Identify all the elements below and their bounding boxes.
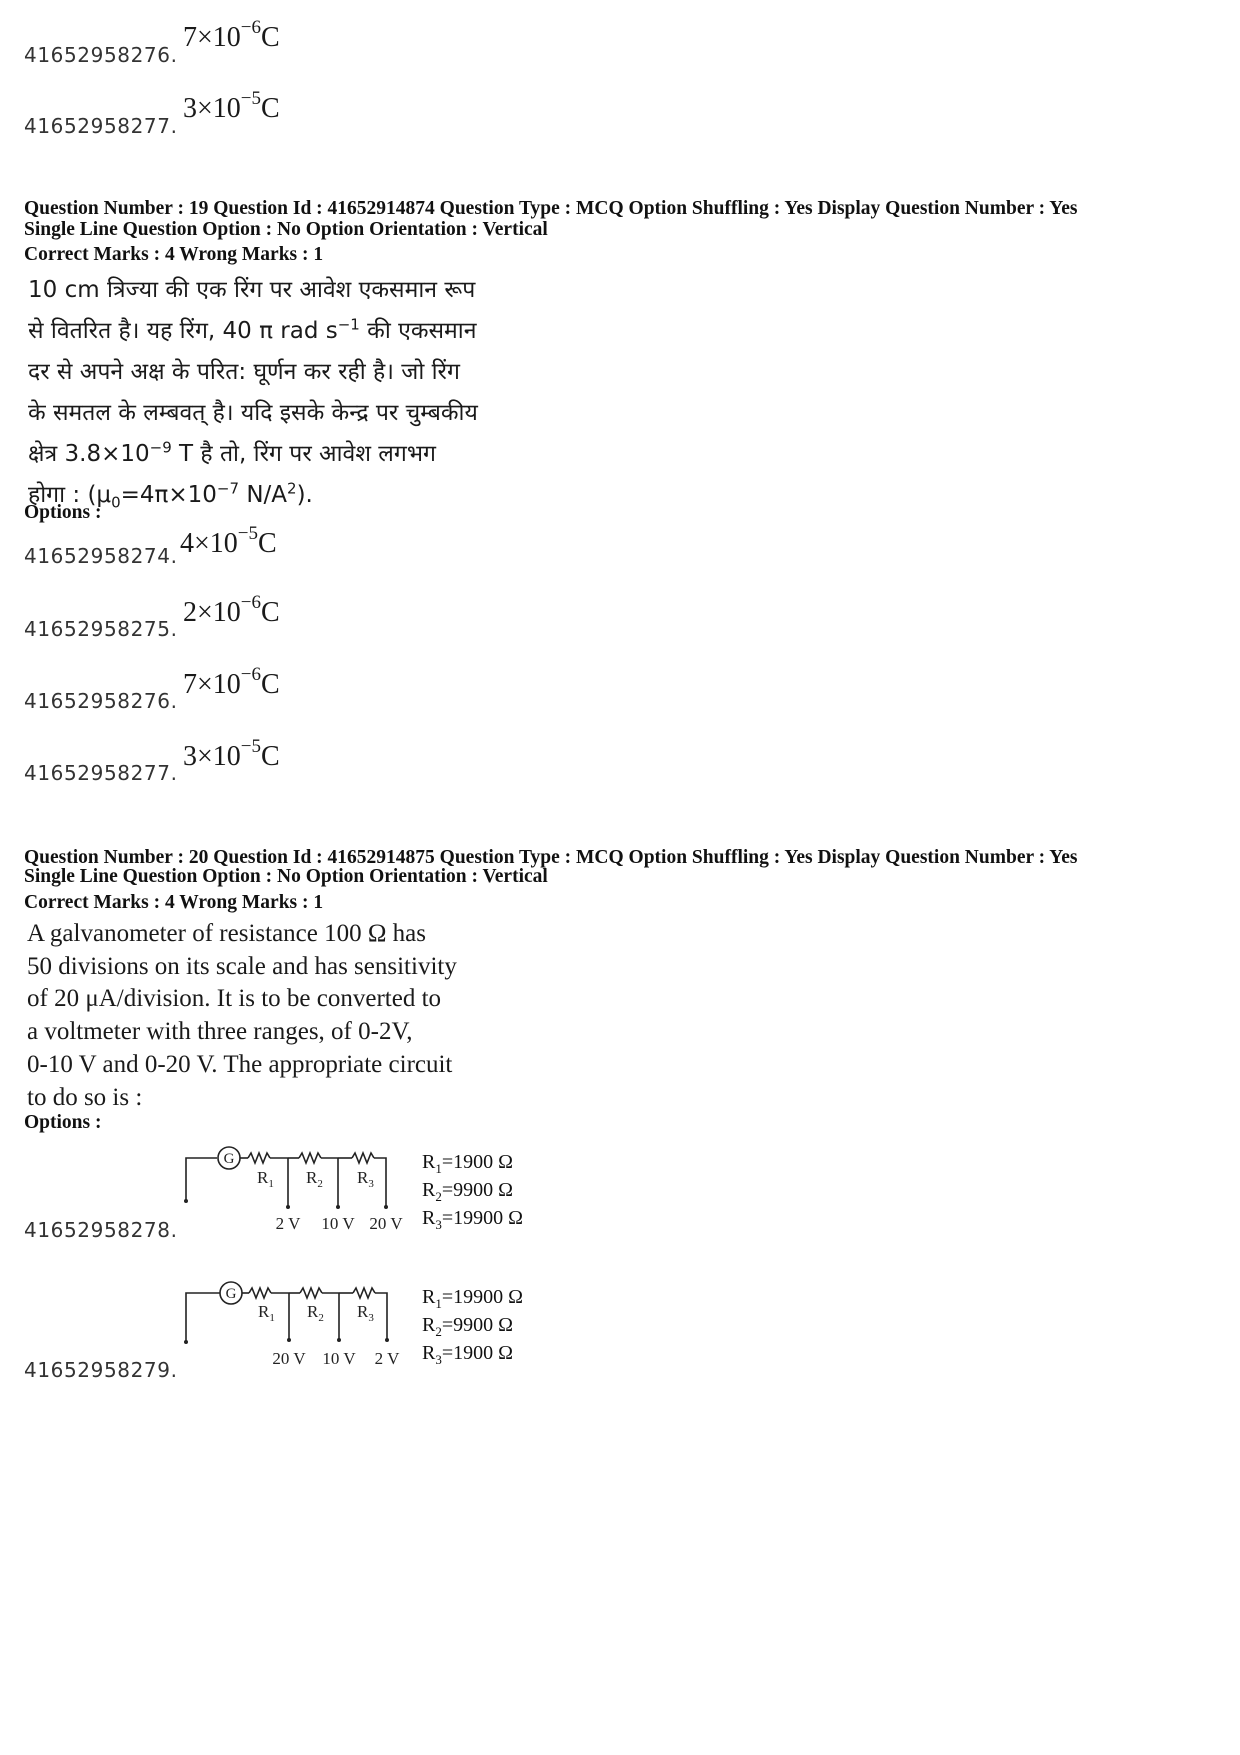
- option-mantissa: 2×10: [183, 597, 241, 628]
- resistor-subscript: 1: [435, 1296, 442, 1311]
- resistor-label: [306, 1168, 323, 1190]
- option-exponent: −5: [240, 736, 262, 757]
- circuit-wire: [186, 1293, 220, 1341]
- question-text-line: 10 cm त्रिज्या की एक रिंग पर आवेश एकसमान रूप: [28, 277, 476, 303]
- terminal-dot: [184, 1340, 188, 1344]
- terminal-dot: [184, 1199, 188, 1203]
- question-text-line: to do so is :: [27, 1083, 143, 1111]
- option-unit: C: [258, 528, 277, 559]
- circuit-wire: [186, 1158, 217, 1200]
- tap-voltage-label: 10 V: [322, 1349, 356, 1368]
- resistor-name: R: [422, 1286, 436, 1308]
- galvanometer-label: G: [225, 1286, 237, 1302]
- resistor-subscript: 3: [435, 1217, 442, 1232]
- text-fragment: T है तो, रिंग पर आवेश लगभग: [171, 441, 436, 467]
- option-unit: C: [261, 669, 280, 700]
- question-text: [28, 270, 478, 516]
- option-mantissa: 3×10: [183, 93, 241, 124]
- text-fragment: की एकसमान: [359, 318, 477, 344]
- text-fragment: ).: [296, 482, 313, 508]
- text-superscript: −9: [149, 438, 172, 457]
- resistor-value: =9900 Ω: [441, 1314, 513, 1336]
- option-value[interactable]: [183, 88, 280, 125]
- question-text-line: of 20 μA/division. It is to be converted to: [27, 985, 442, 1013]
- resistor-value: =9900 Ω: [441, 1179, 513, 1201]
- option-exponent: −5: [240, 88, 262, 109]
- text-fragment: से वितरित है। यह रिंग, 40 π rad s: [28, 318, 338, 344]
- question-text-line: के समतल के लम्बवत् है। यदि इसके केन्द्र पर चुम्बकीय: [28, 400, 478, 426]
- option-exponent: −5: [237, 523, 259, 544]
- resistor-values: [422, 1283, 523, 1367]
- resistor-subscript: 1: [435, 1161, 442, 1176]
- resistor-name: R: [357, 1168, 369, 1187]
- option-id: 41652958276.: [24, 43, 178, 67]
- resistor-label: [258, 1302, 275, 1324]
- question-meta-line-1: Question Number : 20 Question Id : 41652914875 Question Type : MCQ Option Shuffling : Yes Display Question Number : Yes: [24, 847, 1078, 868]
- question-meta-line-2: Single Line Question Option : No Option Orientation : Vertical: [24, 219, 548, 240]
- option-value[interactable]: [183, 736, 280, 773]
- circuit-diagram[interactable]: [180, 1144, 420, 1236]
- resistor-r1-symbol: [249, 1288, 271, 1298]
- resistor-subscript: 2: [317, 1178, 323, 1190]
- resistor-value: =1900 Ω: [441, 1151, 513, 1173]
- resistor-label: [357, 1302, 374, 1324]
- resistor-subscript: 2: [435, 1324, 442, 1339]
- option-value[interactable]: [183, 592, 280, 629]
- option-unit: C: [261, 597, 280, 628]
- question-meta-line-2: Single Line Question Option : No Option Orientation : Vertical: [24, 866, 548, 887]
- resistor-value-row: [422, 1283, 523, 1311]
- resistor-r3-symbol: [353, 1288, 375, 1298]
- resistor-name: R: [357, 1302, 369, 1321]
- resistor-value-row: [422, 1339, 523, 1367]
- resistor-r1-symbol: [248, 1153, 270, 1163]
- option-id: 41652958276.: [24, 689, 178, 713]
- text-fragment: =4π×10: [120, 482, 217, 508]
- resistor-label: [307, 1302, 324, 1324]
- resistor-label: [357, 1168, 374, 1190]
- question-text-line: a voltmeter with three ranges, of 0-2V,: [27, 1018, 413, 1046]
- resistor-value-row: [422, 1204, 523, 1232]
- resistor-subscript: 2: [318, 1312, 324, 1324]
- text-fragment: होगा : (μ: [28, 482, 112, 508]
- resistor-subscript: 3: [368, 1312, 374, 1324]
- resistor-value: =1900 Ω: [441, 1342, 513, 1364]
- question-meta-line-1: Question Number : 19 Question Id : 41652914874 Question Type : MCQ Option Shuffling : Yes Display Question Number : Yes: [24, 198, 1078, 219]
- option-id: 41652958277.: [24, 114, 178, 138]
- resistor-name: R: [257, 1168, 269, 1187]
- terminal-dot: [384, 1205, 388, 1209]
- options-label: Options :: [24, 1112, 102, 1133]
- terminal-dot: [385, 1338, 389, 1342]
- tap-voltage-label: 2 V: [275, 1214, 301, 1233]
- resistor-name: R: [422, 1342, 436, 1364]
- resistor-values: [422, 1148, 523, 1232]
- resistor-name: R: [422, 1151, 436, 1173]
- question-text-line: [28, 434, 478, 475]
- tap-voltage-label: 10 V: [321, 1214, 355, 1233]
- resistor-subscript: 1: [269, 1312, 275, 1324]
- option-mantissa: 3×10: [183, 741, 241, 772]
- option-value[interactable]: [180, 523, 277, 560]
- text-subscript: 0: [111, 493, 121, 512]
- terminal-dot: [337, 1338, 341, 1342]
- resistor-name: R: [306, 1168, 318, 1187]
- terminal-dot: [286, 1205, 290, 1209]
- option-exponent: −6: [240, 17, 262, 38]
- option-exponent: −6: [240, 592, 262, 613]
- option-mantissa: 7×10: [183, 22, 241, 53]
- resistor-label: [257, 1168, 274, 1190]
- question-text-line: दर से अपने अक्ष के परित: घूर्णन कर रही है। जो रिंग: [28, 359, 460, 385]
- tap-wire: [375, 1293, 387, 1339]
- resistor-r2-symbol: [299, 1153, 321, 1163]
- tap-wire: [374, 1158, 386, 1206]
- resistor-name: R: [422, 1179, 436, 1201]
- question-text-line: A galvanometer of resistance 100 Ω has: [27, 920, 427, 947]
- resistor-name: R: [307, 1302, 319, 1321]
- terminal-dot: [336, 1205, 340, 1209]
- resistor-subscript: 3: [435, 1352, 442, 1367]
- resistor-subscript: 3: [368, 1178, 374, 1190]
- tap-voltage-label: 20 V: [369, 1214, 403, 1233]
- text-fragment: N/A: [239, 482, 288, 508]
- resistor-value-row: [422, 1176, 523, 1204]
- resistor-subscript: 1: [268, 1178, 274, 1190]
- resistor-name: R: [422, 1207, 436, 1229]
- text-fragment: क्षेत्र 3.8×10: [28, 441, 150, 467]
- option-id: 41652958277.: [24, 761, 178, 785]
- option-value[interactable]: [183, 17, 280, 54]
- option-exponent: −6: [240, 664, 262, 685]
- option-unit: C: [261, 93, 280, 124]
- resistor-value: =19900 Ω: [441, 1207, 523, 1229]
- terminal-dot: [287, 1338, 291, 1342]
- options-label: Options :: [24, 502, 102, 523]
- option-mantissa: 4×10: [180, 528, 238, 559]
- resistor-subscript: 2: [435, 1189, 442, 1204]
- resistor-name: R: [422, 1314, 436, 1336]
- text-superscript: −1: [337, 315, 360, 334]
- option-id: 41652958279.: [24, 1358, 178, 1382]
- resistor-name: R: [258, 1302, 270, 1321]
- text-superscript: 2: [287, 479, 297, 498]
- question-text-line: 50 divisions on its scale and has sensitivity: [27, 952, 457, 980]
- circuit-diagram[interactable]: [180, 1279, 420, 1371]
- question-text: [27, 918, 457, 1114]
- resistor-r3-symbol: [352, 1153, 374, 1163]
- question-text-line: 0-10 V and 0-20 V. The appropriate circuit: [27, 1050, 453, 1078]
- option-unit: C: [261, 741, 280, 772]
- option-value[interactable]: [183, 664, 280, 701]
- question-text-line: [28, 311, 478, 352]
- resistor-value-row: [422, 1148, 523, 1176]
- option-id: 41652958274.: [24, 544, 178, 568]
- question-marks: Correct Marks : 4 Wrong Marks : 1: [24, 892, 324, 913]
- option-unit: C: [261, 22, 280, 53]
- option-id: 41652958275.: [24, 617, 178, 641]
- resistor-r2-symbol: [300, 1288, 322, 1298]
- resistor-value: =19900 Ω: [441, 1286, 523, 1308]
- resistor-value-row: [422, 1311, 523, 1339]
- option-mantissa: 7×10: [183, 669, 241, 700]
- option-id: 41652958278.: [24, 1218, 178, 1242]
- tap-voltage-label: 2 V: [374, 1349, 400, 1368]
- galvanometer-label: G: [223, 1151, 235, 1167]
- text-superscript: −7: [216, 479, 240, 498]
- tap-voltage-label: 20 V: [272, 1349, 306, 1368]
- question-marks: Correct Marks : 4 Wrong Marks : 1: [24, 244, 324, 265]
